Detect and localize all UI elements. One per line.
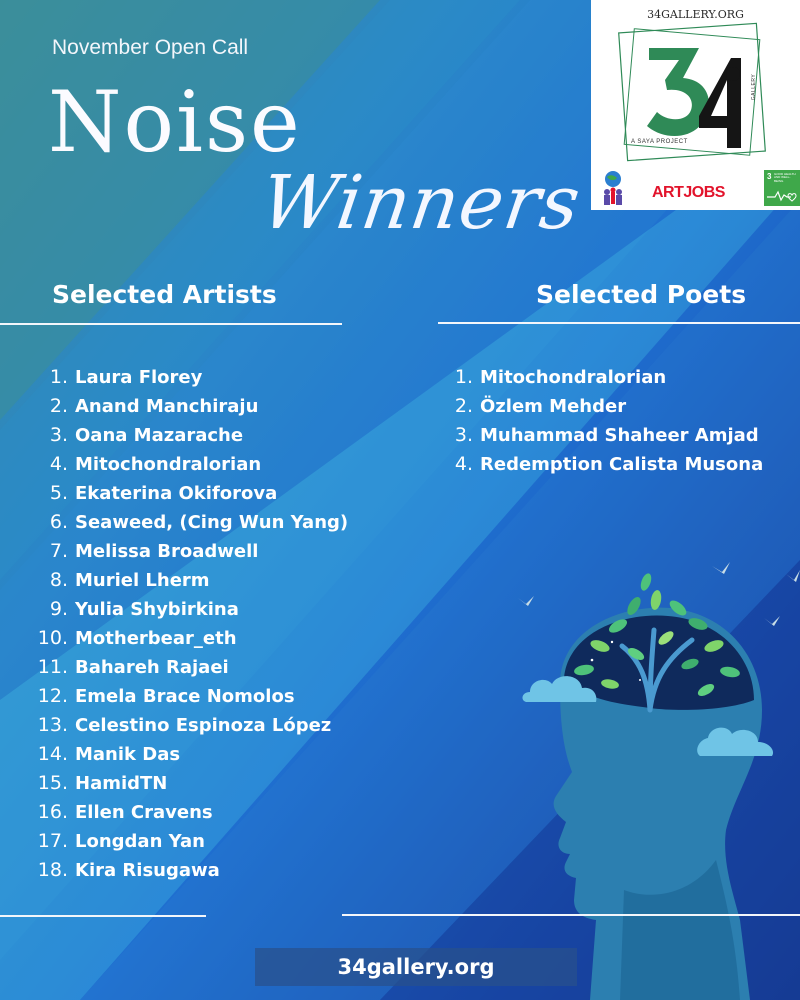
list-item: 4. Redemption Calista Musona bbox=[454, 453, 764, 475]
bird-icon bbox=[712, 562, 730, 574]
list-item: 18. Kira Risugawa bbox=[37, 859, 220, 881]
footer-url-link[interactable]: 34gallery.org bbox=[337, 955, 495, 979]
list-item: 4. Mitochondralorian bbox=[49, 453, 262, 475]
poets-list bbox=[454, 363, 764, 479]
artists-heading: Selected Artists bbox=[52, 280, 277, 309]
artjobs-logo: ARTJOBS bbox=[652, 184, 725, 201]
sdg-label: GOOD HEALTH AND WELL-BEING bbox=[774, 172, 796, 183]
noise-title: Noise bbox=[48, 73, 302, 171]
list-item: 2. Özlem Mehder bbox=[454, 395, 627, 417]
globe-people-icon bbox=[601, 170, 625, 208]
list-item: 16. Ellen Cravens bbox=[37, 801, 213, 823]
list-item: 1. Mitochondralorian bbox=[454, 366, 667, 388]
list-item: 9. Yulia Shybirkina bbox=[49, 598, 239, 620]
artists-list bbox=[37, 363, 349, 885]
bird-icon bbox=[518, 596, 534, 606]
artists-divider bbox=[0, 323, 342, 325]
head-tree-illustration bbox=[500, 560, 800, 1000]
poets-divider bbox=[438, 322, 800, 324]
bird-icon bbox=[786, 570, 800, 582]
logo-gallery-word: GALLERY bbox=[751, 73, 758, 101]
list-item: 15. HamidTN bbox=[37, 772, 168, 794]
bottom-right-divider bbox=[342, 914, 800, 916]
sdg-badge bbox=[764, 170, 800, 206]
list-item: 5. Ekaterina Okiforova bbox=[49, 482, 278, 504]
list-item: 6. Seaweed, (Cing Wun Yang) bbox=[49, 511, 349, 533]
list-item: 13. Celestino Espinoza López bbox=[37, 714, 332, 736]
logo-url: 34GALLERY.ORG bbox=[647, 8, 744, 21]
list-item: 14. Manik Das bbox=[37, 743, 181, 765]
winners-script-title: Winners bbox=[255, 160, 586, 246]
heartbeat-icon bbox=[767, 190, 797, 202]
list-item: 2. Anand Manchiraju bbox=[49, 395, 259, 417]
list-item: 3. Muhammad Shaheer Amjad bbox=[454, 424, 759, 446]
sdg-number: 3 bbox=[767, 172, 772, 181]
logo-project-line: A SAYA PROJECT bbox=[631, 139, 688, 145]
list-item: 10. Motherbear_eth bbox=[37, 627, 237, 649]
list-item: 3. Oana Mazarache bbox=[49, 424, 244, 446]
list-item: 12. Emela Brace Nomolos bbox=[37, 685, 295, 707]
list-item: 17. Longdan Yan bbox=[37, 830, 205, 852]
poets-heading: Selected Poets bbox=[536, 280, 747, 309]
list-item: 11. Bahareh Rajaei bbox=[37, 656, 229, 678]
list-item: 7. Melissa Broadwell bbox=[49, 540, 259, 562]
list-item: 8. Muriel Lherm bbox=[49, 569, 210, 591]
bird-icon bbox=[764, 616, 780, 626]
list-item: 1. Laura Florey bbox=[49, 366, 203, 388]
bottom-left-divider bbox=[0, 915, 206, 917]
open-call-subtitle: November Open Call bbox=[52, 36, 249, 59]
